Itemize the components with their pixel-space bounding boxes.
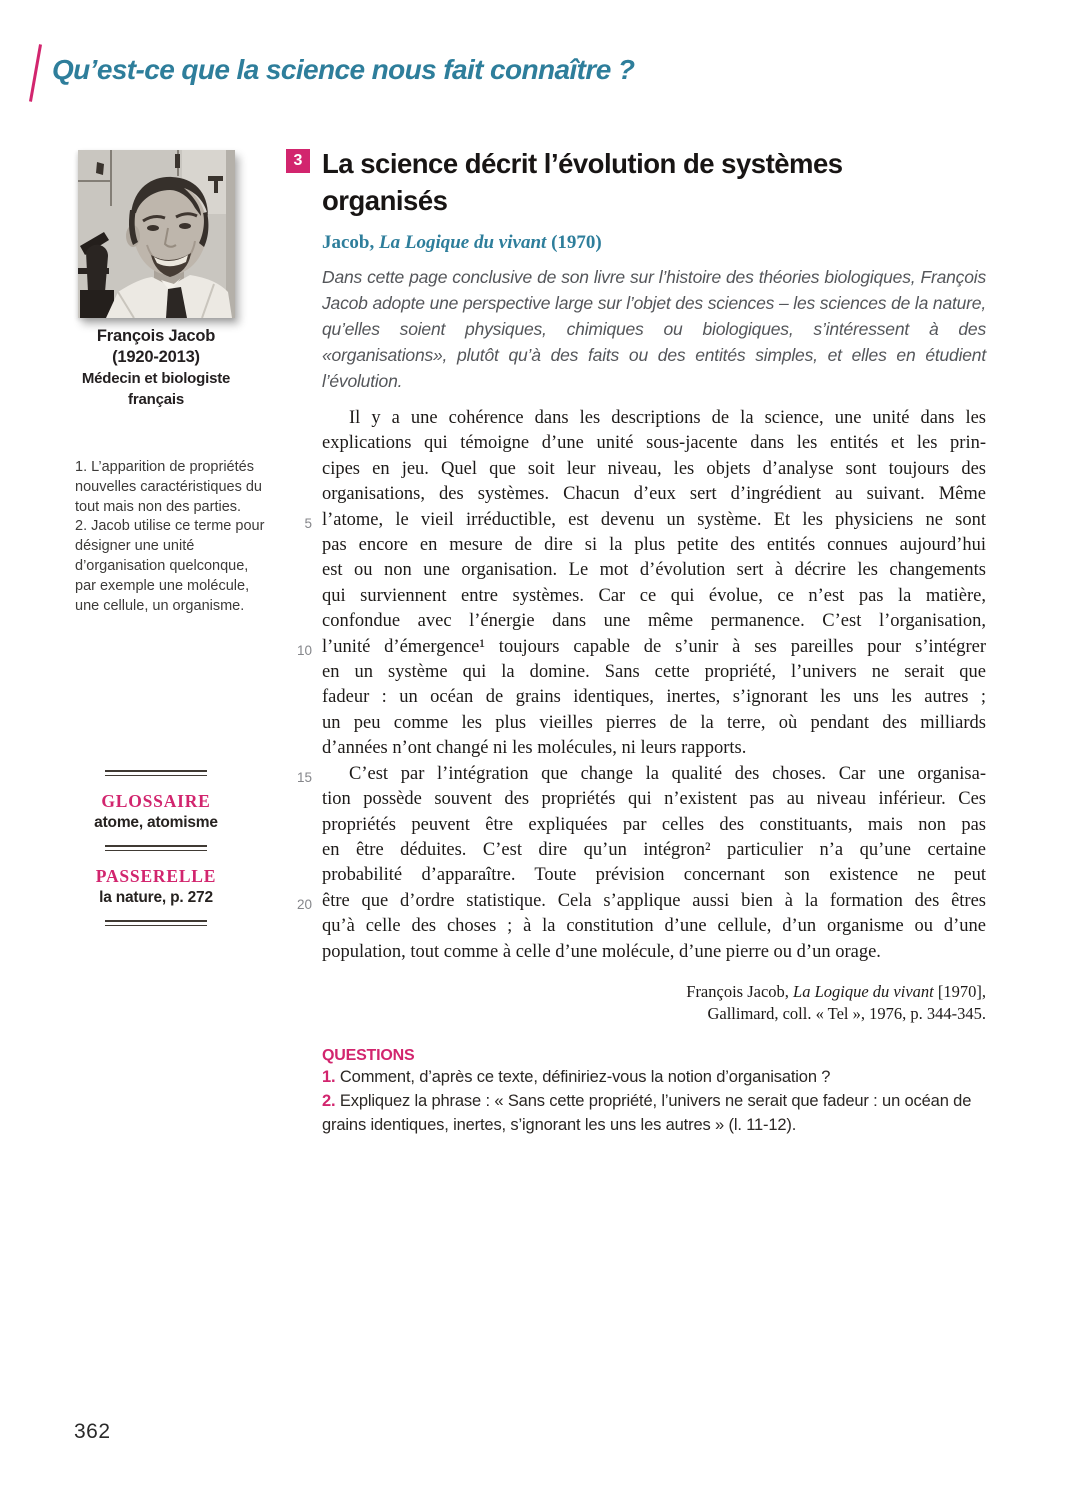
- question-1: [322, 1065, 986, 1089]
- photo-caption: [56, 326, 256, 410]
- question-2: [322, 1089, 986, 1137]
- text-line: est ou non une organisation. Le mot d’évolution sert à décrire les changements: [322, 560, 986, 581]
- question-2-text: Expliquez la phrase : « Sans cette propriété, l’univers ne serait que fadeur : un océan de grains identiques, inertes, s’ignorant les uns les autres » (l. 11-12).: [322, 1091, 972, 1134]
- section-title: La science décrit l’évolution de systèmes organisés: [322, 148, 843, 216]
- subtitle-work-title: La Logique du vivant: [379, 232, 547, 253]
- text-line: tion possède souvent des propriétés qui n’existent pas au niveau inférieur. Ces: [322, 789, 986, 810]
- caption-years: (1920-2013): [112, 348, 200, 366]
- text-line: 15 C’est par l’intégration que change la qualité des choses. Car une organisa-: [322, 762, 986, 787]
- footnote-2: 2. Jacob utilise ce terme pour désigner une unité d’organisation quelconque, par exemple une molécule, une cellule, un organisme.: [75, 518, 265, 614]
- intro-paragraph: Dans cette page conclusive de son livre sur l’histoire des théories biologiques, François Jacob adopte une perspective large sur l’objet des sciences – les sciences de la nature, qu’elles soient physiques, chimiques ou biologiques, s’intéressent à des «organisations», plutôt qu’à des faits ou des entités simples, et elles en étudient l’évolution.: [322, 267, 986, 391]
- text-line: fadeur : un océan de grains identiques, inertes, s’ignorant les uns les autres ;: [322, 687, 986, 708]
- subtitle-year: (1970): [546, 232, 602, 253]
- slash-icon: [29, 44, 42, 102]
- caption-name: François Jacob: [96, 327, 216, 345]
- text-line: population, tout comme à celle d’une molécule, d’une pierre ou d’un orage.: [322, 941, 881, 962]
- double-rule: [105, 770, 207, 776]
- section-heading: [293, 145, 986, 219]
- double-rule: [105, 920, 207, 926]
- reference-box: [83, 770, 229, 926]
- text-line: Il y a une cohérence dans les descriptions de la science, une unité dans les: [349, 408, 986, 428]
- text-line: en un système qui la domine. Sans cette propriété, l’univers ne serait que: [322, 662, 986, 683]
- questions-label: QUESTIONS: [322, 1046, 415, 1064]
- margin-footnotes: [75, 458, 271, 616]
- citation-work-title: La Logique du vivant: [793, 981, 934, 1001]
- text-line: explications qui témoigne d’une unité sous-jacente dans les entités et les prin-: [322, 433, 986, 454]
- footnote-1: 1. L’apparition de propriétés nouvelles caractéristiques du tout mais non des parties.: [75, 459, 262, 515]
- citation-line-2: Gallimard, coll. « Tel », 1976, p. 344-345.: [707, 1003, 986, 1023]
- question-1-number: 1.: [322, 1067, 336, 1086]
- glossaire-terms: atome, atomisme: [94, 814, 218, 831]
- line-number: 5: [304, 515, 312, 531]
- glossaire-label: GLOSSAIRE: [101, 791, 211, 811]
- text-line: qu’à celle des choses ; à la constitution d’une cellule, d’un organisme ou d’une: [322, 916, 986, 937]
- text-line: 5 l’atome, le vieil irréductible, est devenu un système. Et les physiciens ne sont: [322, 508, 986, 533]
- text-source-subtitle: [322, 232, 986, 254]
- text-line: 10 l’unité d’émergence¹ toujours capable de s’unir à ses pareilles pour s’intégrer: [322, 635, 986, 660]
- page-number: 362: [74, 1420, 111, 1443]
- question-2-number: 2.: [322, 1091, 336, 1110]
- text-line: pas encore en mesure de dire si la plus petite des entités connues aujourd’hui: [322, 535, 986, 556]
- citation-author: François Jacob,: [686, 981, 794, 1001]
- chapter-title: Qu’est-ce que la science nous fait connaître ?: [52, 54, 635, 85]
- text-line: cipes en jeu. Quel que soit leur niveau, les objets d’analyse sont toujours des: [322, 458, 986, 479]
- line-number: 10: [296, 642, 312, 658]
- source-citation: [322, 981, 986, 1025]
- text-line: propriétés peuvent être expliquées par celles des constituants, mais non pas: [322, 814, 986, 835]
- main-text: [296, 406, 986, 965]
- line-number: 15: [296, 769, 312, 785]
- line-number: 20: [296, 896, 312, 912]
- text-line: confondue avec l’énergie dans une même permanence. C’est l’organisation,: [322, 611, 986, 632]
- text-line: qui surviennent entre systèmes. Car ce qui évolue, ce n’est pas la matière,: [322, 585, 986, 606]
- portrait-illustration: [78, 150, 235, 318]
- passerelle-ref: la nature, p. 272: [99, 889, 213, 906]
- main-column: [293, 145, 986, 1137]
- francois-jacob-portrait: [78, 150, 235, 318]
- text-line: d’années n’ont changé ni les molécules, ni leurs rapports.: [322, 738, 747, 759]
- double-rule: [105, 845, 207, 851]
- text-line: 20 être que d’ordre statistique. Cela s’applique aussi bien à la formation des êtres: [322, 889, 986, 914]
- citation-line-1: [322, 981, 986, 1003]
- citation-year: [1970],: [933, 981, 986, 1001]
- questions-block: [322, 1047, 986, 1137]
- text-line: probabilité d’apparaître. Toute prévision concernant son existence ne peut: [322, 865, 986, 886]
- question-1-text: Comment, d’après ce texte, définiriez-vous la notion d’organisation ?: [335, 1067, 831, 1086]
- section-number-badge: 3: [286, 149, 310, 173]
- subtitle-author: Jacob,: [322, 232, 379, 253]
- text-line: un peu comme les plus vieilles pierres de la terre, où pendant des milliards: [322, 712, 986, 733]
- caption-role: Médecin et biologiste français: [81, 370, 231, 408]
- text-line: organisations, des systèmes. Chacun d’eux sert d’ingrédient au suivant. Même: [322, 484, 986, 505]
- text-line: en être déduites. C’est dire qu’un intégron² particulier n’a qu’une certaine: [322, 839, 986, 860]
- passerelle-label: PASSERELLE: [95, 866, 217, 886]
